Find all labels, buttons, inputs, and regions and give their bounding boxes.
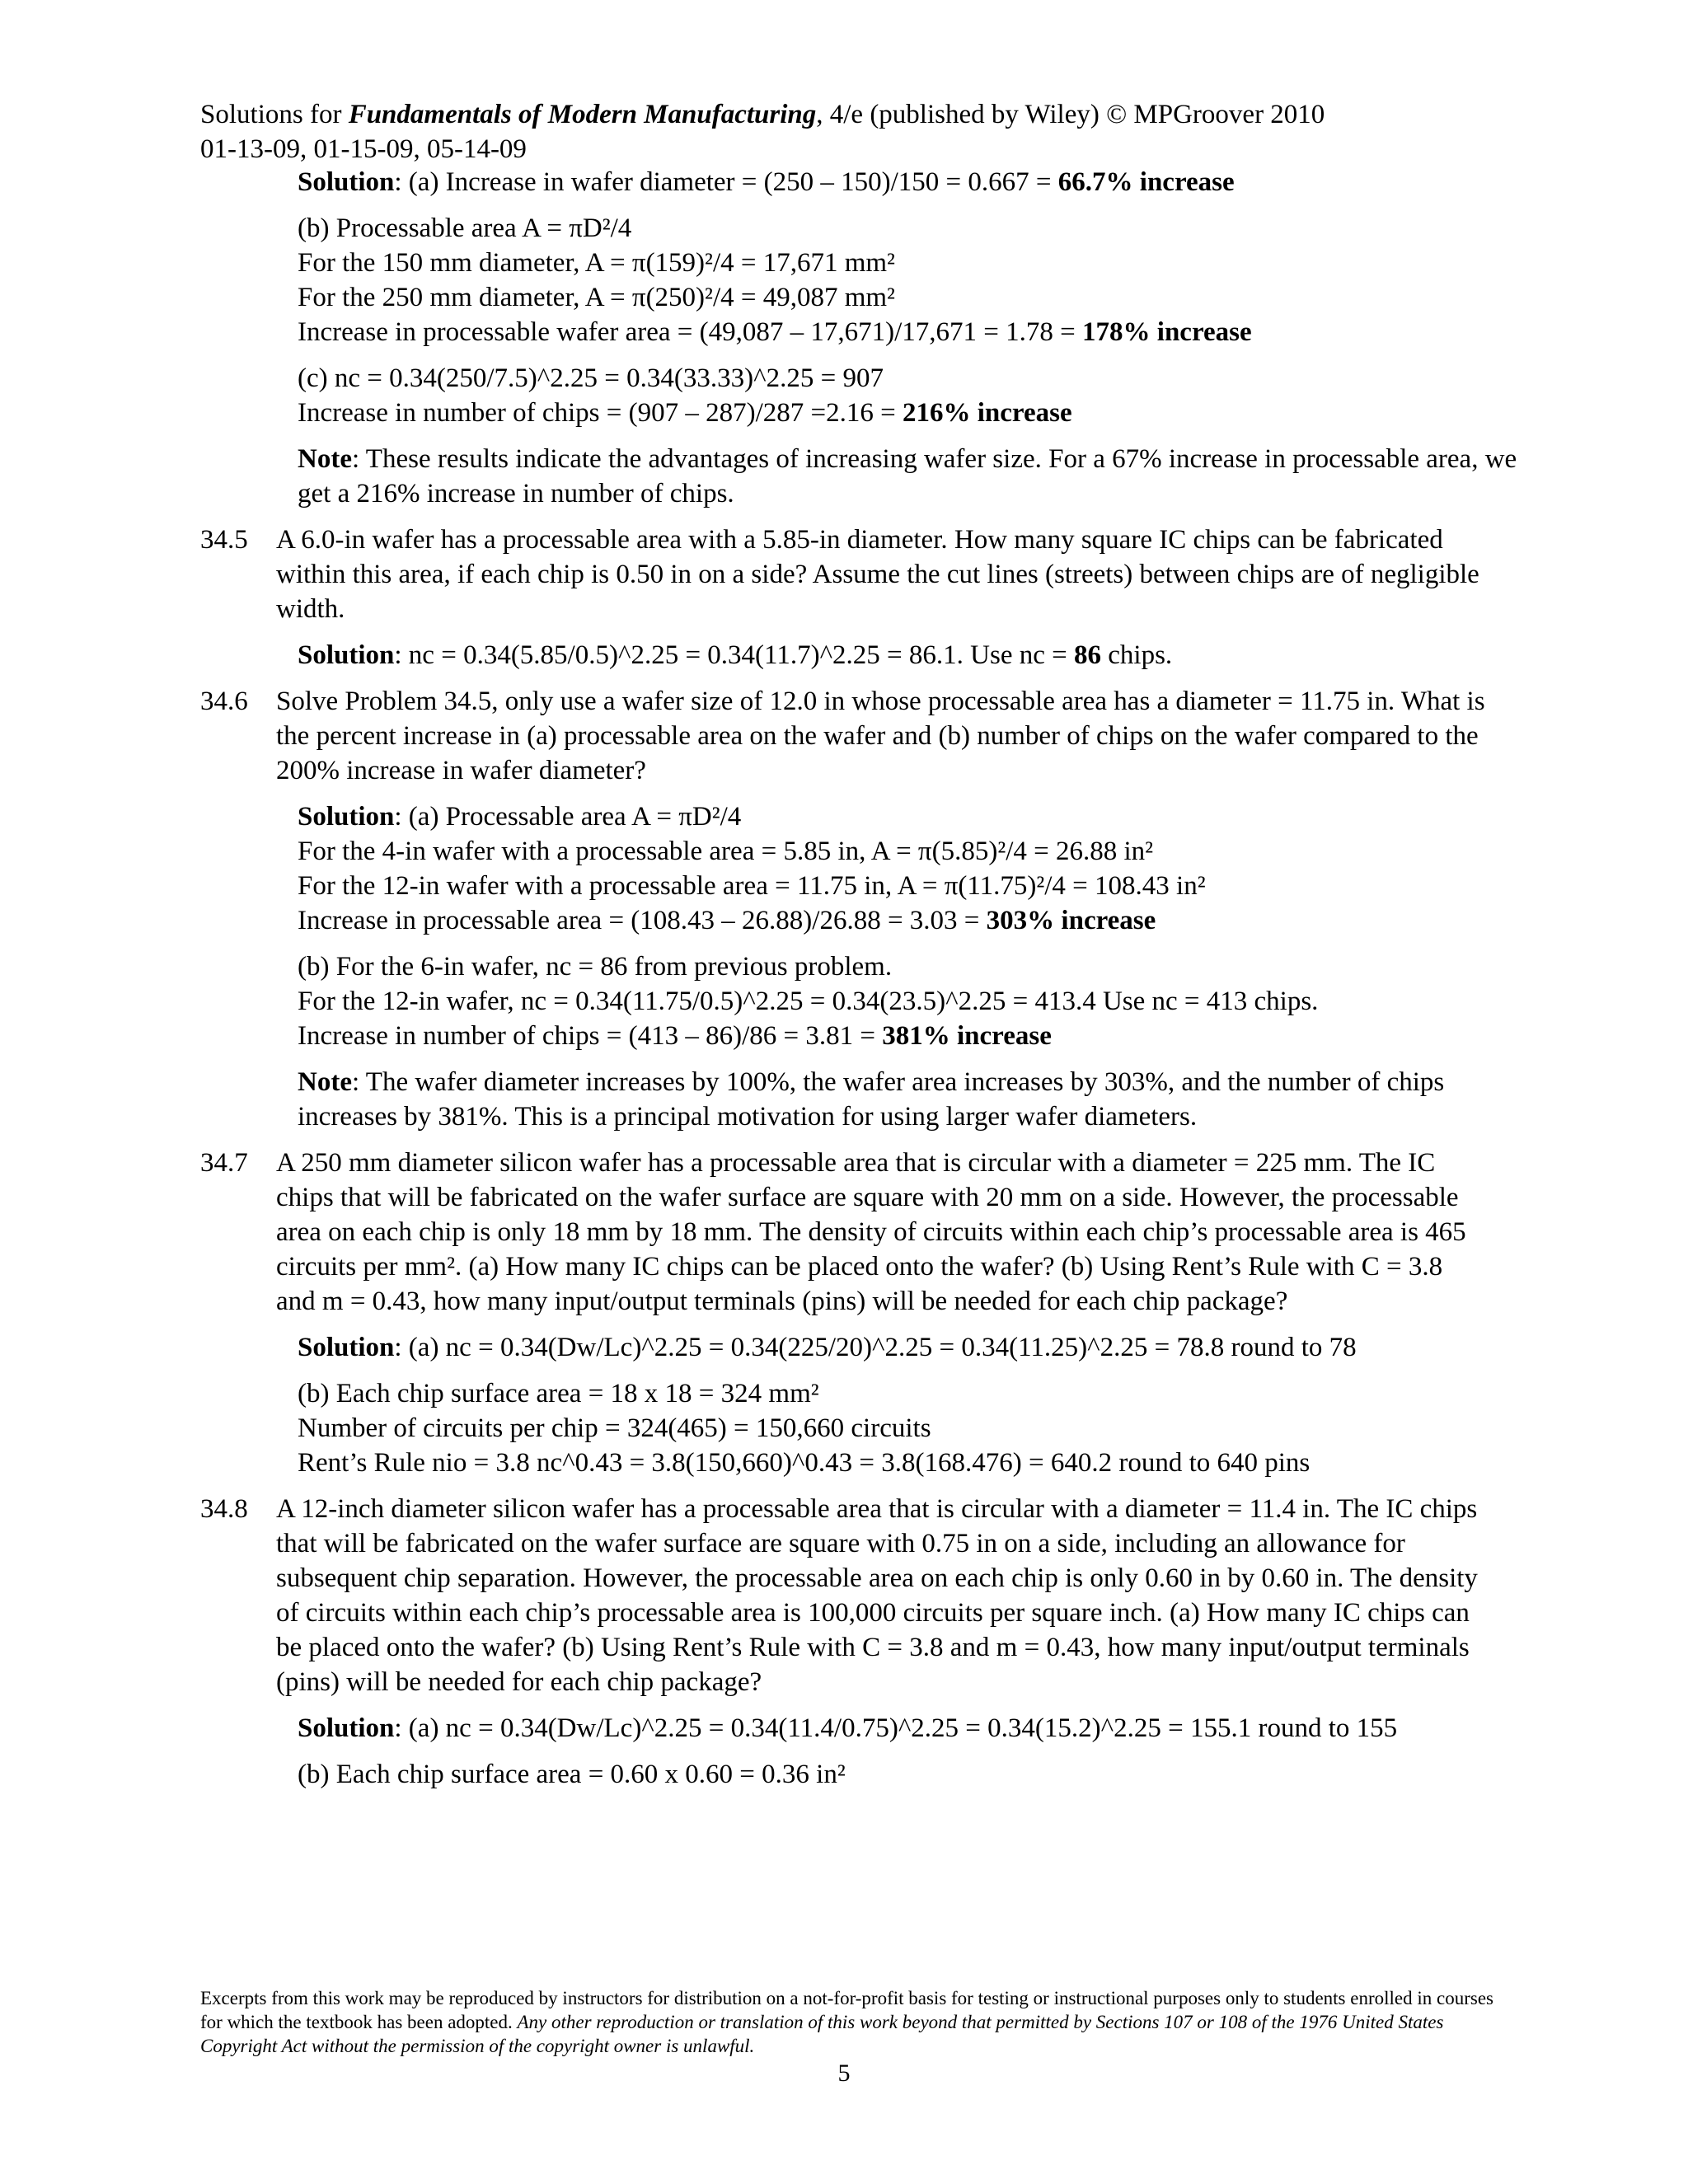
solution-34-6-a: Solution: (a) Processable area A = πD²/4 For the 4-in wafer with a processable area = 5.85 in, A = π(5.85)²/4 = 26.88 in² For the 12-in wafer with a processable area = 11.75 in, A = π(11.75)²/4 = 108.43 in² Increase in processable area = (108.43 – 26.88)/26.88 = 3.03 = 303% increase (298, 802, 1206, 935)
problem-34-7 (200, 1146, 1519, 1319)
problem-number: 34.6 (200, 687, 248, 716)
header-dates: 01-13-09, 01-15-09, 05-14-09 (200, 134, 527, 164)
note-34-6: Note: The wafer diameter increases by 100%, the wafer area increases by 303%, and the number of chips increases by 381%. This is a principal motivation for using larger wafer diameters. (298, 1067, 1445, 1132)
solution-34-4-b: (b) Processable area A = πD²/4 For the 150 mm diameter, A = π(159)²/4 = 17,671 mm² For the 250 mm diameter, A = π(250)²/4 = 49,087 mm² Increase in processable wafer area = (49,087 – 17,671)/17,671 = 1.78 = 178% increase (298, 213, 1252, 347)
book-title: Fundamentals of Modern Manufacturing (348, 100, 817, 129)
problem-text: A 250 mm diameter silicon wafer has a processable area that is circular with a diameter = 225 mm. The IC chips that will be fabricated on the wafer surface are square with 20 mm on a side. However, the processable area on each chip is only 18 mm by 18 mm. The density of circuits within each chip’s processable area is 465 circuits per mm². (a) How many IC chips can be placed onto the wafer? (b) Using Rent’s Rule with C = 3.8 and m = 0.43, how many input/output terminals (pins) will be needed for each chip package? (276, 1148, 1466, 1316)
solution-34-7-b: (b) Each chip surface area = 18 x 18 = 324 mm² Number of circuits per chip = 324(465) = 150,660 circuits Rent’s Rule nio = 3.8 nc^0.43 = 3.8(150,660)^0.43 = 3.8(168.476) = 640.2 round to 640 pins (298, 1379, 1311, 1478)
solution-34-5: Solution: nc = 0.34(5.85/0.5)^2.25 = 0.34(11.7)^2.25 = 86.1. Use nc = 86 chips. (298, 640, 1173, 670)
problem-number: 34.7 (200, 1148, 248, 1178)
problem-text: A 12-inch diameter silicon wafer has a processable area that is circular with a diameter = 11.4 in. The IC chips that will be fabricated on the wafer surface are square with 0.75 in on a side, including an allowance for subsequent chip separation. However, the processable area on each chip is only 0.60 in by 0.60 in. The density of circuits within each chip’s processable area is 100,000 circuits per square inch. (a) How many IC chips can be placed onto the wafer? (b) Using Rent’s Rule with C = 3.8 and m = 0.43, how many input/output terminals (pins) will be needed for each chip package? (276, 1494, 1478, 1697)
header-line-1: Solutions for Fundamentals of Modern Manufacturing, 4/e (published by Wiley) © MPGroover 2010 (200, 100, 1325, 129)
problem-34-5 (200, 523, 1519, 626)
copyright-footer: Excerpts from this work may be reproduced by instructors for distribution on a not-for-profit basis for testing or instructional purposes only to students enrolled in courses for which the textbook has been adopted. Any other reproduction or translation of this work beyond that permitted by Sections 107 or 108 of the 1976 United States Copyright Act without the permission of the copyright owner is unlawful. (200, 1988, 1493, 2056)
solution-34-4-c: (c) nc = 0.34(250/7.5)^2.25 = 0.34(33.33)^2.25 = 907 Increase in number of chips = (907 – 287)/287 =2.16 = 216% increase (298, 363, 1072, 428)
problem-34-6 (200, 684, 1519, 788)
solution-34-8-b: (b) Each chip surface area = 0.60 x 0.60 = 0.36 in² (298, 1760, 846, 1789)
problem-number: 34.8 (200, 1494, 248, 1524)
solution-34-8-a: Solution: (a) nc = 0.34(Dw/Lc)^2.25 = 0.34(11.4/0.75)^2.25 = 0.34(15.2)^2.25 = 155.1 round to 155 (298, 1713, 1398, 1743)
page-header (200, 97, 1519, 166)
page-content (0, 165, 1688, 1792)
problem-text: Solve Problem 34.5, only use a wafer size of 12.0 in whose processable area has a diameter = 11.75 in. What is the percent increase in (a) processable area on the wafer and (b) number of chips on the wafer compared to the 200% increase in wafer diameter? (276, 687, 1485, 785)
solution-34-6-b: (b) For the 6-in wafer, nc = 86 from previous problem. For the 12-in wafer, nc = 0.34(11.75/0.5)^2.25 = 0.34(23.5)^2.25 = 413.4 Use nc = 413 chips. Increase in number of chips = (413 – 86)/86 = 3.81 = 381% increase (298, 952, 1319, 1051)
problem-text: A 6.0-in wafer has a processable area with a 5.85-in diameter. How many square IC chips can be fabricated within this area, if each chip is 0.50 in on a side? Assume the cut lines (streets) between chips are of negligible width. (276, 525, 1479, 624)
page-number: 5 (837, 2060, 851, 2087)
solution-34-4-a: Solution: (a) Increase in wafer diameter = (250 – 150)/150 = 0.667 = 66.7% increase (298, 167, 1235, 197)
problem-34-8 (200, 1492, 1519, 1699)
solution-34-7-a: Solution: (a) nc = 0.34(Dw/Lc)^2.25 = 0.34(225/20)^2.25 = 0.34(11.25)^2.25 = 78.8 round to 78 (298, 1333, 1357, 1362)
note-34-4: Note: These results indicate the advantages of increasing wafer size. For a 67% increase in processable area, we get a 216% increase in number of chips. (298, 444, 1517, 509)
problem-number: 34.5 (200, 525, 248, 555)
